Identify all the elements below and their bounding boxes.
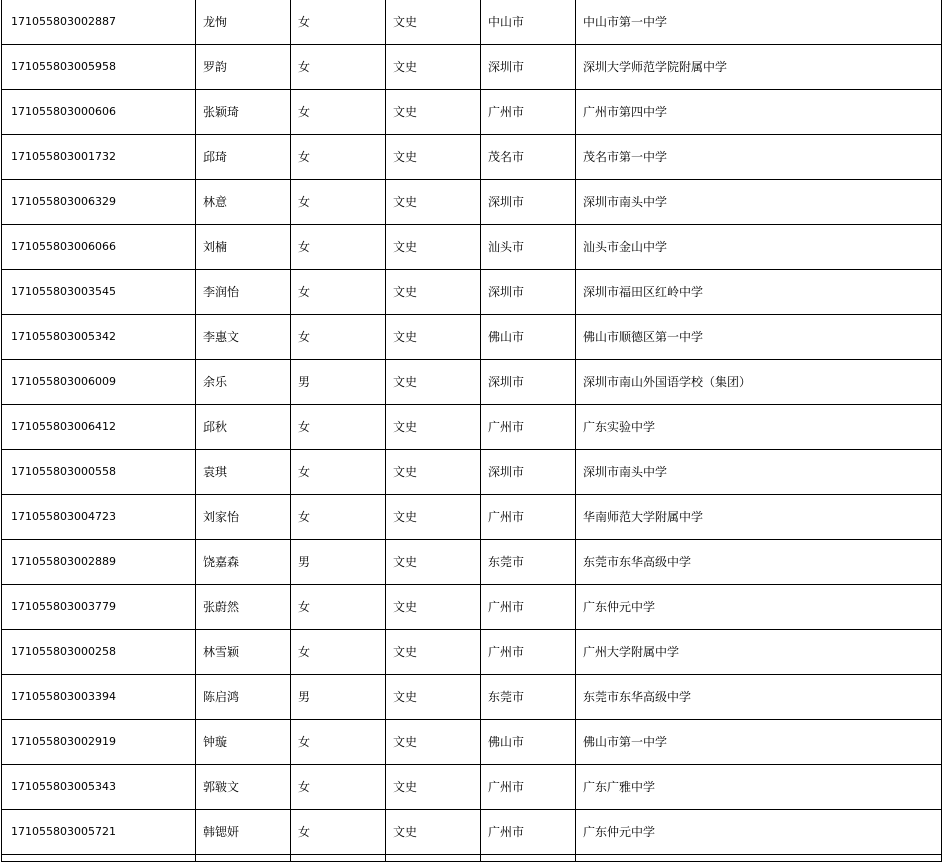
candidate-id-cell: 171055803004723: [2, 495, 196, 540]
category-cell: 文史: [386, 225, 481, 270]
gender-cell: 女: [291, 810, 386, 855]
category-cell: 文史: [386, 0, 481, 45]
candidate-id-cell: 171055803006329: [2, 180, 196, 225]
table-row: [2, 270, 942, 315]
gender-cell: 女: [291, 90, 386, 135]
gender-cell: 女: [291, 225, 386, 270]
gender-cell: 男: [291, 540, 386, 585]
table-row: [2, 810, 942, 855]
candidate-id-cell: 171055803003545: [2, 270, 196, 315]
table-row: [2, 360, 942, 405]
name-cell: 林意: [196, 180, 291, 225]
gender-cell: 女: [291, 135, 386, 180]
school-cell: 深圳市南头中学: [576, 450, 942, 495]
city-cell: 广州市: [481, 765, 576, 810]
gender-cell: 女: [291, 270, 386, 315]
table-row: [2, 180, 942, 225]
name-cell: 李惠文: [196, 315, 291, 360]
school-cell: 茂名市第一中学: [576, 135, 942, 180]
name-cell: 李润怡: [196, 270, 291, 315]
gender-cell: 女: [291, 315, 386, 360]
city-cell: 深圳市: [481, 270, 576, 315]
name-cell: 陈启鸿: [196, 675, 291, 720]
category-cell: 文史: [386, 720, 481, 765]
name-cell: 饶嘉森: [196, 540, 291, 585]
empty-cell: [481, 855, 576, 862]
table-row: [2, 495, 942, 540]
candidate-id-cell: 171055803006009: [2, 360, 196, 405]
candidate-id-cell: 171055803006066: [2, 225, 196, 270]
table-row-partial: [2, 855, 942, 862]
school-cell: 深圳市南头中学: [576, 180, 942, 225]
name-cell: 刘楠: [196, 225, 291, 270]
school-cell: 广东仲元中学: [576, 810, 942, 855]
table-row: [2, 720, 942, 765]
school-cell: 广东仲元中学: [576, 585, 942, 630]
gender-cell: 女: [291, 45, 386, 90]
city-cell: 广州市: [481, 630, 576, 675]
school-cell: 佛山市顺德区第一中学: [576, 315, 942, 360]
school-cell: 佛山市第一中学: [576, 720, 942, 765]
admission-list-table: [1, 0, 942, 862]
table-row: [2, 315, 942, 360]
candidate-id-cell: 171055803006412: [2, 405, 196, 450]
table-row: [2, 675, 942, 720]
school-cell: 广州大学附属中学: [576, 630, 942, 675]
empty-cell: [291, 855, 386, 862]
empty-cell: [386, 855, 481, 862]
table-body: [2, 0, 942, 862]
city-cell: 深圳市: [481, 360, 576, 405]
city-cell: 东莞市: [481, 675, 576, 720]
empty-cell: [2, 855, 196, 862]
table-row: [2, 630, 942, 675]
category-cell: 文史: [386, 495, 481, 540]
table-row: [2, 540, 942, 585]
name-cell: 龙恂: [196, 0, 291, 45]
school-cell: 深圳市南山外国语学校（集团）: [576, 360, 942, 405]
name-cell: 邱琦: [196, 135, 291, 180]
city-cell: 佛山市: [481, 720, 576, 765]
name-cell: 余乐: [196, 360, 291, 405]
city-cell: 广州市: [481, 585, 576, 630]
gender-cell: 男: [291, 675, 386, 720]
school-cell: 华南师范大学附属中学: [576, 495, 942, 540]
candidate-id-cell: 171055803005343: [2, 765, 196, 810]
category-cell: 文史: [386, 540, 481, 585]
gender-cell: 女: [291, 720, 386, 765]
category-cell: 文史: [386, 135, 481, 180]
city-cell: 茂名市: [481, 135, 576, 180]
name-cell: 郭皲文: [196, 765, 291, 810]
gender-cell: 女: [291, 765, 386, 810]
table-row: [2, 225, 942, 270]
category-cell: 文史: [386, 675, 481, 720]
school-cell: 广东广雅中学: [576, 765, 942, 810]
name-cell: 张颖琦: [196, 90, 291, 135]
city-cell: 中山市: [481, 0, 576, 45]
empty-cell: [576, 855, 942, 862]
category-cell: 文史: [386, 360, 481, 405]
gender-cell: 女: [291, 180, 386, 225]
candidate-id-cell: 171055803000558: [2, 450, 196, 495]
city-cell: 深圳市: [481, 450, 576, 495]
category-cell: 文史: [386, 315, 481, 360]
candidate-id-cell: 171055803002919: [2, 720, 196, 765]
city-cell: 佛山市: [481, 315, 576, 360]
table-row: [2, 0, 942, 45]
school-cell: 东莞市东华高级中学: [576, 540, 942, 585]
school-cell: 深圳市福田区红岭中学: [576, 270, 942, 315]
school-cell: 广东实验中学: [576, 405, 942, 450]
city-cell: 广州市: [481, 495, 576, 540]
city-cell: 广州市: [481, 810, 576, 855]
candidate-id-cell: 171055803002889: [2, 540, 196, 585]
category-cell: 文史: [386, 405, 481, 450]
candidate-id-cell: 171055803005958: [2, 45, 196, 90]
gender-cell: 女: [291, 450, 386, 495]
gender-cell: 女: [291, 630, 386, 675]
table-row: [2, 135, 942, 180]
school-cell: 东莞市东华高级中学: [576, 675, 942, 720]
candidate-id-cell: 171055803000258: [2, 630, 196, 675]
category-cell: 文史: [386, 90, 481, 135]
category-cell: 文史: [386, 810, 481, 855]
school-cell: 汕头市金山中学: [576, 225, 942, 270]
category-cell: 文史: [386, 765, 481, 810]
name-cell: 刘家怡: [196, 495, 291, 540]
city-cell: 深圳市: [481, 45, 576, 90]
gender-cell: 女: [291, 0, 386, 45]
category-cell: 文史: [386, 180, 481, 225]
city-cell: 深圳市: [481, 180, 576, 225]
name-cell: 袁琪: [196, 450, 291, 495]
school-cell: 深圳大学师范学院附属中学: [576, 45, 942, 90]
category-cell: 文史: [386, 45, 481, 90]
gender-cell: 女: [291, 495, 386, 540]
category-cell: 文史: [386, 270, 481, 315]
candidate-id-cell: 171055803003779: [2, 585, 196, 630]
school-cell: 广州市第四中学: [576, 90, 942, 135]
name-cell: 邱秋: [196, 405, 291, 450]
candidate-id-cell: 171055803002887: [2, 0, 196, 45]
gender-cell: 男: [291, 360, 386, 405]
category-cell: 文史: [386, 630, 481, 675]
candidate-id-cell: 171055803003394: [2, 675, 196, 720]
name-cell: 张蔚然: [196, 585, 291, 630]
candidate-id-cell: 171055803001732: [2, 135, 196, 180]
name-cell: 韩锶妍: [196, 810, 291, 855]
empty-cell: [196, 855, 291, 862]
gender-cell: 女: [291, 405, 386, 450]
table-row: [2, 450, 942, 495]
candidate-id-cell: 171055803000606: [2, 90, 196, 135]
gender-cell: 女: [291, 585, 386, 630]
city-cell: 广州市: [481, 90, 576, 135]
table-row: [2, 45, 942, 90]
table-row: [2, 405, 942, 450]
table-row: [2, 765, 942, 810]
table-row: [2, 585, 942, 630]
name-cell: 林雪颖: [196, 630, 291, 675]
city-cell: 广州市: [481, 405, 576, 450]
name-cell: 钟璇: [196, 720, 291, 765]
category-cell: 文史: [386, 450, 481, 495]
table-row: [2, 90, 942, 135]
candidate-id-cell: 171055803005342: [2, 315, 196, 360]
city-cell: 东莞市: [481, 540, 576, 585]
city-cell: 汕头市: [481, 225, 576, 270]
school-cell: 中山市第一中学: [576, 0, 942, 45]
category-cell: 文史: [386, 585, 481, 630]
candidate-id-cell: 171055803005721: [2, 810, 196, 855]
name-cell: 罗韵: [196, 45, 291, 90]
